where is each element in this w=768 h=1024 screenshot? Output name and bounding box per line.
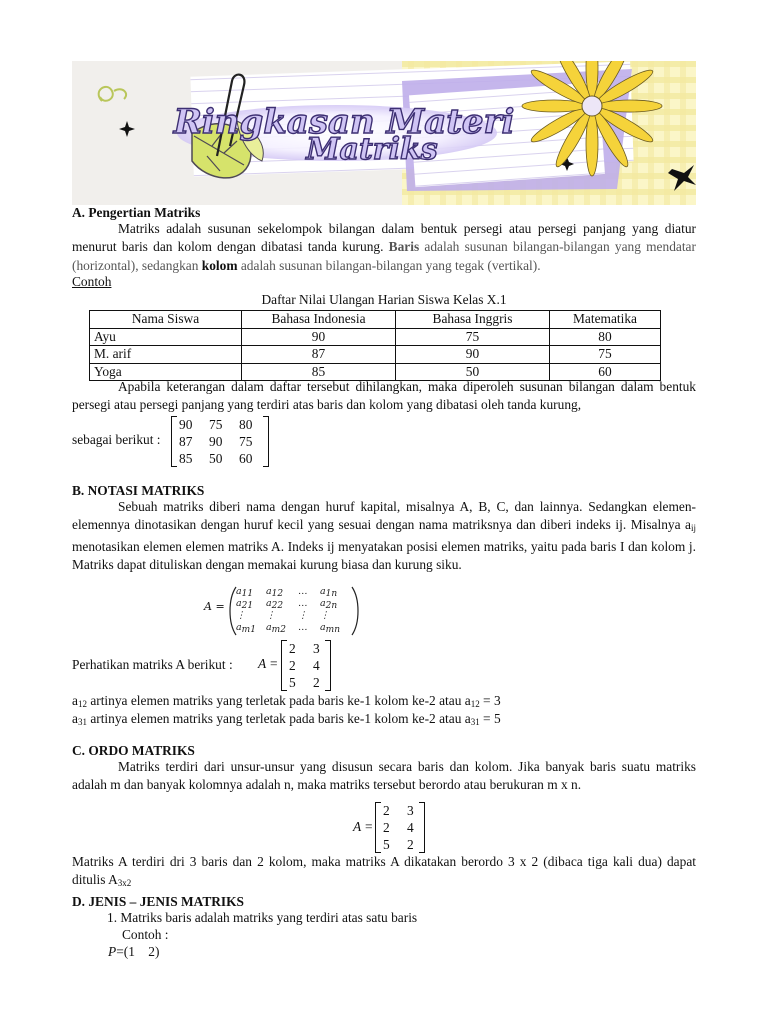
section-c-paragraph-1: Matriks terdiri dari unsur-unsur yang disusun secara baris dan kolom. Jika banyak baris suatu matriks adalah m dan banyak kolomnya adalah n, maka matriks tersebut berordo atau berukuran m x n.: [72, 759, 696, 793]
matrix-cell: 3: [407, 802, 414, 818]
bracket-right: [325, 640, 331, 691]
matrix-cell: 90: [209, 433, 223, 449]
contoh-label-d: Contoh :: [122, 927, 169, 942]
table-cell: 60: [550, 363, 661, 381]
table-header: Matematika: [550, 311, 661, 329]
matrix-ordo: [375, 802, 425, 853]
element-a12-line: $a_{12}$ artinya elemen matriks yang terletak pada baris ke-1 kolom ke-2 atau $a_{12} = 3$: [72, 693, 501, 709]
section-a-heading: A. Pengertian Matriks: [72, 205, 201, 220]
table-row: [90, 346, 661, 364]
equals-sign: =: [270, 656, 278, 671]
section-a-paragraph-2: Apabila keterangan dalam daftar tersebut dihilangkan, maka diperoleh susunan bilangan dalam bentuk persegi atau persegi panjang yang terdiri atas baris dan kolom yang dibatasi oleh tanda kurung,: [72, 379, 696, 413]
term-baris: Baris: [388, 239, 420, 255]
matrix-grades: [171, 416, 269, 467]
table-cell: 87: [242, 346, 396, 364]
table-header: Bahasa Indonesia: [242, 311, 396, 329]
general-entry: $a_{m2}$: [266, 622, 286, 635]
matrix-cell: 80: [239, 416, 253, 432]
para-gray-2: adalah susunan bilangan-bilangan yang tegak (vertikal).: [240, 257, 541, 273]
matrix-cell: 4: [313, 657, 320, 673]
table-cell: 80: [550, 328, 661, 346]
matrix-cell: 4: [407, 819, 414, 835]
table-cell: 50: [396, 363, 550, 381]
element-a31-line: $a_{31}$ artinya elemen matriks yang terletak pada baris ke-1 kolom ke-2 atau $a_{31} = 5$: [72, 711, 501, 727]
general-entry: …: [298, 586, 308, 597]
table-cell: 90: [242, 328, 396, 346]
general-entry: …: [298, 598, 308, 609]
grades-table: [89, 310, 661, 381]
general-entry: ⋮: [266, 610, 276, 621]
header-banner: [72, 61, 696, 205]
general-entry: $a_{12}$: [266, 586, 284, 599]
general-matrix-label: A =: [204, 600, 225, 613]
general-entry: $a_{21}$: [236, 598, 254, 611]
bracket-right: [263, 416, 269, 467]
matrix-cell: 2: [383, 802, 390, 818]
matrix-cell: 90: [179, 416, 193, 432]
matrix-cell: 75: [239, 433, 253, 449]
matrix-p: P=(1 2): [108, 944, 160, 959]
para-text: Sebuah matriks diberi nama dengan huruf kapital, misalnya A, B, C, dan lainnya. Sedangkan elemen-elemennya dinotasikan dengan huruf kecil yang sesuai dengan nama matriksnya dan diberi indeks ij. Misalnya a: [72, 499, 696, 533]
table-cell: Yoga: [90, 363, 242, 381]
table-cell: 90: [396, 346, 550, 364]
matrix-cell: 5: [289, 674, 296, 690]
table-cell: 75: [396, 328, 550, 346]
bracket-right: [419, 802, 425, 853]
matrix-a-name: A: [353, 819, 362, 834]
matrix-cell: 60: [239, 450, 253, 466]
subscript: ij: [690, 523, 696, 534]
section-c-heading: C. ORDO MATRIKS: [72, 743, 195, 758]
banner-illustration: [72, 61, 696, 205]
banner-title-line1: Ringkasan Materi: [173, 102, 515, 142]
section-b-paragraph: [72, 498, 696, 574]
general-entry: $a_{m1}$: [236, 622, 256, 635]
list-item-matriks-baris: 1. Matriks baris adalah matriks yang terdiri atas satu baris: [107, 910, 418, 925]
matrix-cell: 2: [407, 836, 414, 852]
general-entry: ⋮: [236, 610, 246, 621]
section-c-paragraph-2: Matriks A terdiri dri 3 baris dan 2 kolom, maka matriks A dikatakan berordo 3 x 2 (dibaca tiga kali dua) dapat ditulis $A_{3x2}$: [72, 854, 696, 889]
table-cell: M. arif: [90, 346, 242, 364]
general-entry: $a_{11}$: [236, 586, 254, 599]
matrix-cell: 3: [313, 640, 320, 656]
paren-right: [352, 587, 358, 635]
table-header: Nama Siswa: [90, 311, 242, 329]
section-b-heading: B. NOTASI MATRIKS: [72, 483, 205, 498]
table-cell: 85: [242, 363, 396, 381]
general-entry: $a_{mn}$: [320, 622, 341, 635]
general-entry: ⋮: [320, 610, 330, 621]
matrix-cell: 2: [383, 819, 390, 835]
matrix-cell: 2: [313, 674, 320, 690]
general-entry: $a_{2n}$: [320, 598, 338, 611]
table-cell: Ayu: [90, 328, 242, 346]
matrix-cell: 85: [179, 450, 193, 466]
matrix-cell: 87: [179, 433, 193, 449]
general-matrix-entries: [236, 586, 350, 634]
banner-title-line2: Matriks: [306, 132, 438, 167]
para-text: menotasikan elemen elemen matriks A. Indeks ij menyatakan posisi elemen matriks, yaitu pada baris I dan kolom j. Matriks dapat dituliskan dengan memakai kurung biasa dan kurung siku.: [72, 538, 696, 572]
general-entry: …: [298, 622, 308, 633]
section-d-heading: D. JENIS – JENIS MATRIKS: [72, 894, 245, 909]
equals-sign: =: [365, 819, 373, 834]
matrix-cell: 75: [209, 416, 223, 432]
table-title: Daftar Nilai Ulangan Harian Siswa Kelas X.1: [261, 292, 507, 307]
term-kolom: kolom: [201, 257, 238, 273]
general-entry: ⋮: [298, 610, 308, 621]
perhatikan-text: Perhatikan matriks A berikut :: [72, 657, 233, 672]
matrix-cell: 50: [209, 450, 223, 466]
table-cell: 75: [550, 346, 661, 364]
para-gray-1: adalah susunan bilangan-bilangan yang mendatar (horizontal), sedangkan: [72, 239, 696, 273]
para-text: Matriks adalah susunan sekelompok bilangan dalam bentuk persegi atau persegi panjang yang diatur menurut baris dan kolom dengan dibatasi tanda kurung.: [72, 221, 696, 255]
matrix-a-name: A: [258, 656, 267, 671]
table-row: [90, 328, 661, 346]
section-a-paragraph-1: [72, 220, 696, 275]
table-header: Bahasa Inggris: [396, 311, 550, 329]
matrix-cell: 5: [383, 836, 390, 852]
matrix-cell: 2: [289, 640, 296, 656]
general-entry: $a_{1n}$: [320, 586, 338, 599]
matrix-cell: 2: [289, 657, 296, 673]
matrix1-label: sebagai berikut :: [72, 432, 161, 447]
contoh-label: Contoh: [72, 274, 112, 289]
matrix-a: [281, 640, 331, 691]
table-header-row: [90, 311, 661, 329]
general-entry: $a_{22}$: [266, 598, 284, 611]
